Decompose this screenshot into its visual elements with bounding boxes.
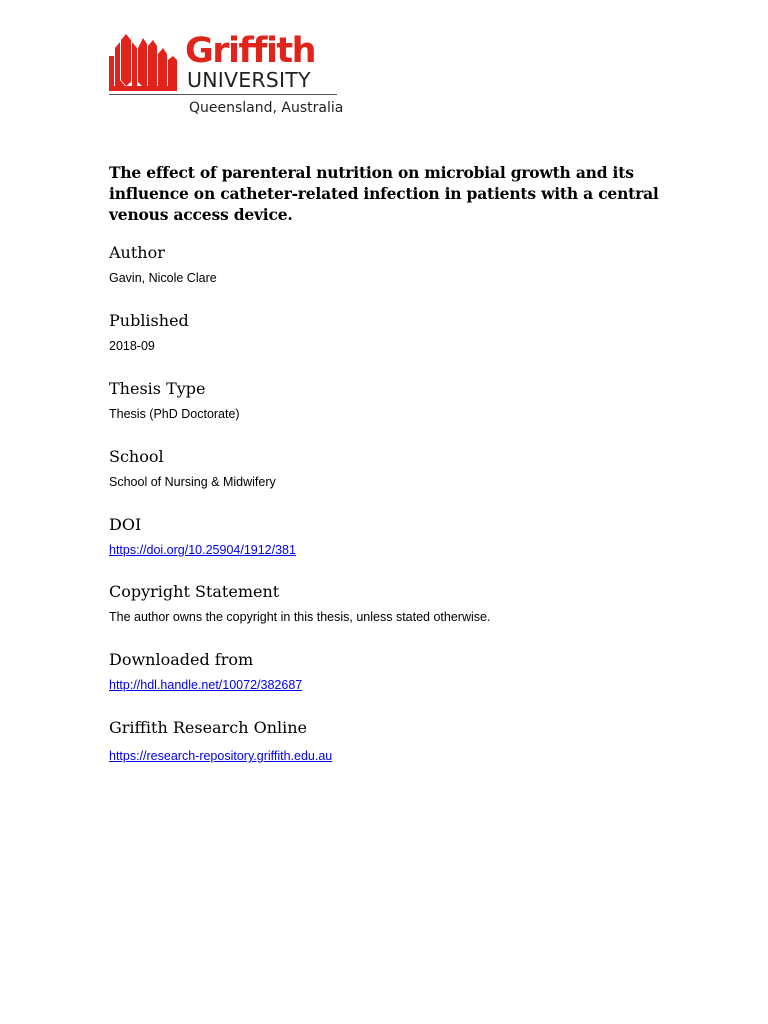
field-value: Gavin, Nicole Clare — [109, 271, 217, 285]
field-label: Thesis Type — [109, 379, 206, 398]
field-label: School — [109, 447, 164, 466]
handle-link[interactable]: http://hdl.handle.net/10072/382687 — [109, 678, 303, 692]
logo-location: Queensland, Australia — [189, 100, 344, 116]
field-label: Downloaded from — [109, 650, 254, 669]
logo-divider — [109, 94, 337, 95]
field-value: The author owns the copyright in this thesis, unless stated otherwise. — [109, 610, 491, 624]
field-label: Author — [109, 243, 165, 262]
field-school — [109, 447, 276, 490]
thesis-title: The effect of parenteral nutrition on microbial growth and its influence on catheter-related infection in patients with a central venous access device. — [109, 163, 659, 224]
griffith-flame-logo-icon — [109, 34, 179, 92]
repository-link[interactable]: https://research-repository.griffith.edu.au — [109, 749, 333, 763]
field-value: Thesis (PhD Doctorate) — [109, 407, 240, 421]
field-author — [109, 243, 217, 286]
doi-link[interactable]: https://doi.org/10.25904/1912/381 — [109, 543, 296, 557]
field-label: Griffith Research Online — [109, 718, 308, 737]
field-thesis-type — [109, 379, 240, 422]
field-label: DOI — [109, 515, 142, 534]
logo-wordmark-griffith: Griffith — [185, 31, 316, 71]
field-published — [109, 311, 189, 354]
field-griffith-research-online — [109, 718, 332, 764]
field-value: School of Nursing & Midwifery — [109, 475, 276, 489]
field-copyright-statement — [109, 582, 490, 625]
field-label: Copyright Statement — [109, 582, 280, 601]
logo-wordmark-university: UNIVERSITY — [187, 68, 311, 92]
field-label: Published — [109, 311, 189, 330]
field-downloaded-from — [109, 650, 302, 693]
griffith-logo — [109, 31, 349, 120]
field-value: 2018-09 — [109, 339, 155, 353]
field-doi — [109, 515, 296, 558]
